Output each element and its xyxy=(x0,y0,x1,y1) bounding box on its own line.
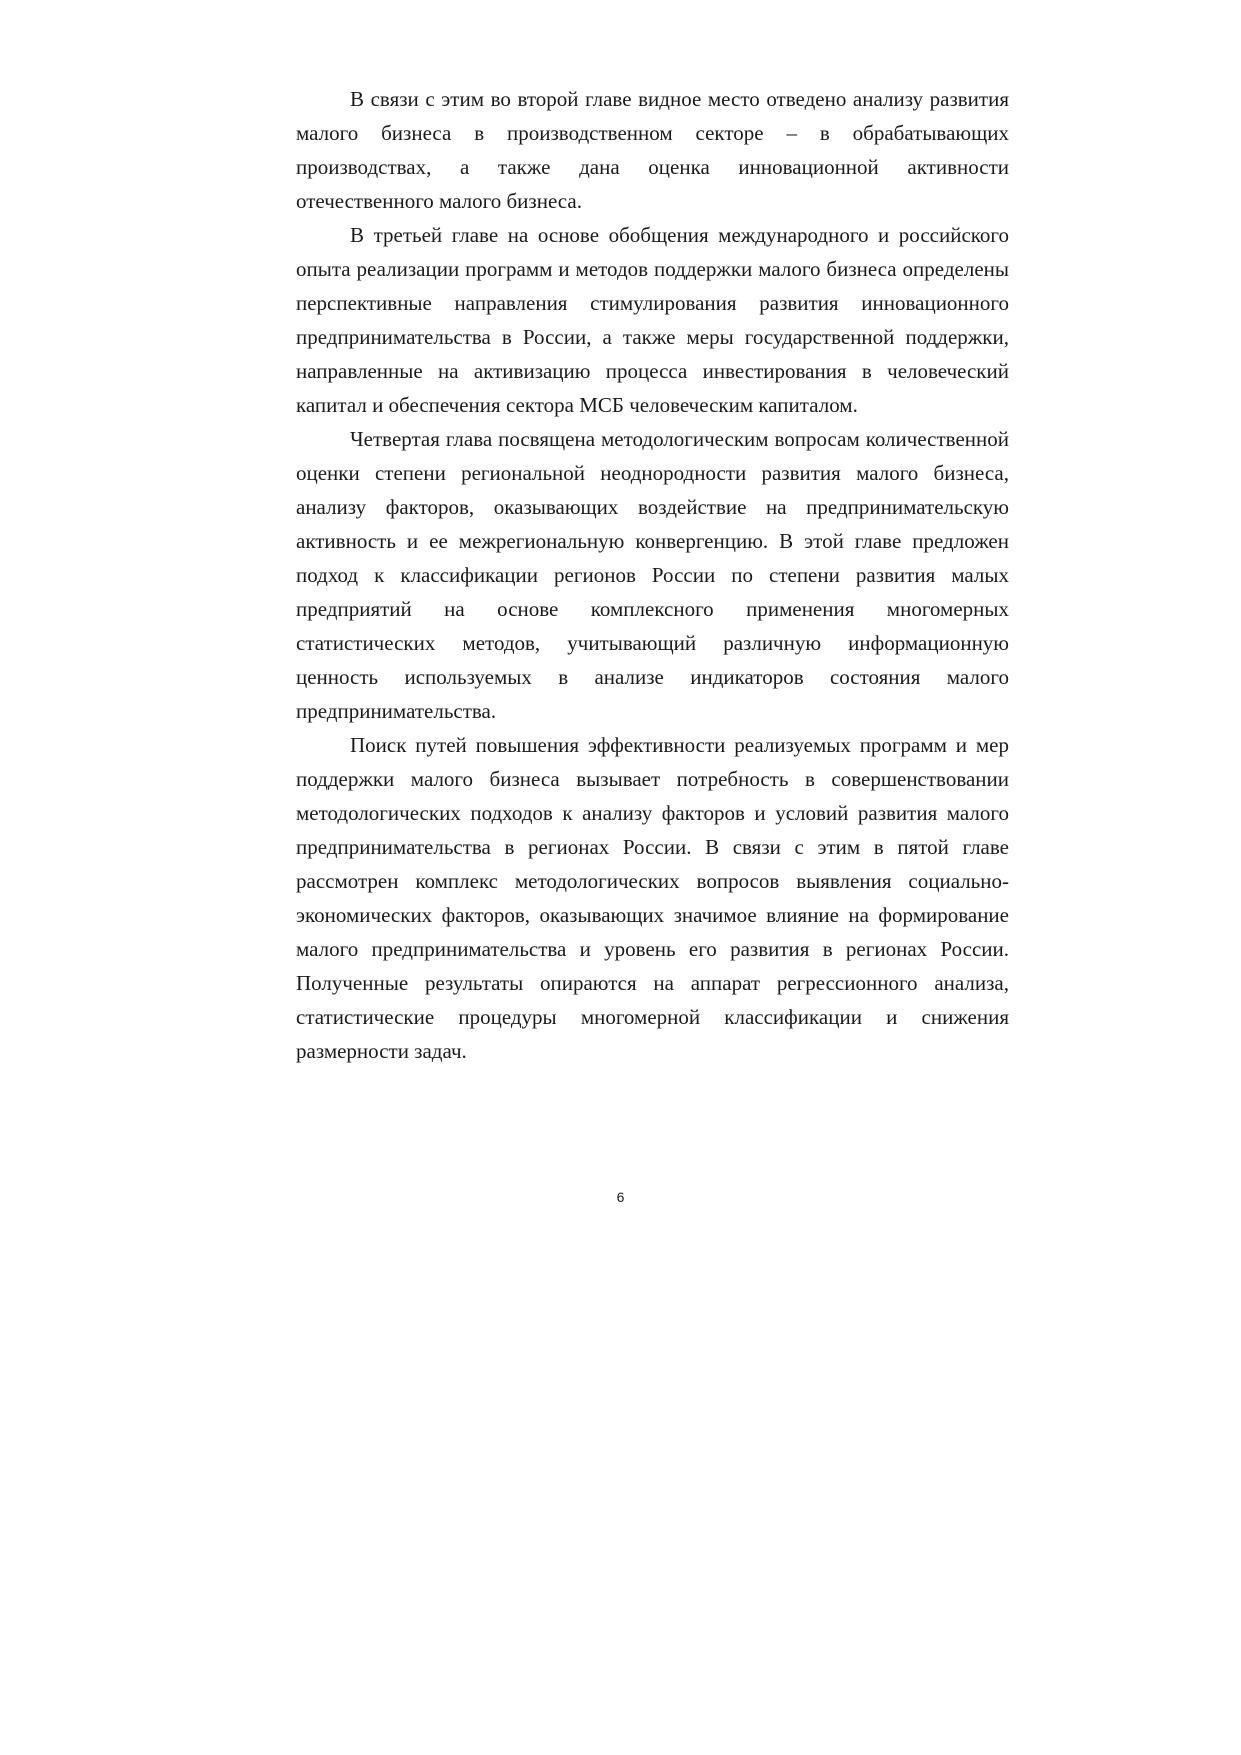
paragraph-fourth-chapter: Четвертая глава посвящена методологическим вопросам количественной оценки степени региональной неоднородности развития малого бизнеса, анализу факторов, оказывающих воздействие на предпринимательскую активность и ее межрегиональную конвергенцию. В этой главе предложен подход к классификации регионов России по степени развития малых предприятий на основе комплексного применения многомерных статистических методов, учитывающий различную информационную ценность используемых в анализе индикаторов состояния малого предпринимательства. xyxy=(296,427,1009,723)
paragraph-third-chapter: В третьей главе на основе обобщения международного и российского опыта реализации программ и методов поддержки малого бизнеса определены перспективные направления стимулирования развития инновационного предпринимательства в России, а также меры государственной поддержки, направленные на активизацию процесса инвестирования в человеческий капитал и обеспечения сектора МСБ человеческим капиталом. xyxy=(296,223,1009,417)
paragraph-second-chapter: В связи с этим во второй главе видное место отведено анализу развития малого бизнеса в производственном секторе – в обрабатывающих производствах, а также дана оценка инновационной активности отечественного малого бизнеса. xyxy=(296,87,1009,213)
page-number: 6 xyxy=(616,1189,625,1205)
paragraph-fifth-chapter: Поиск путей повышения эффективности реализуемых программ и мер поддержки малого бизнеса вызывает потребность в совершенствовании методологических подходов к анализу факторов и условий развития малого предпринимательства в регионах России. В связи с этим в пятой главе рассмотрен комплекс методологических вопросов выявления социально-экономических факторов, оказывающих значимое влияние на формирование малого предпринимательства и уровень его развития в регионах России. Полученные результаты опираются на аппарат регрессионного анализа, статистические процедуры многомерной классификации и снижения размерности задач. xyxy=(296,733,1009,1063)
body-text xyxy=(296,82,1009,1068)
